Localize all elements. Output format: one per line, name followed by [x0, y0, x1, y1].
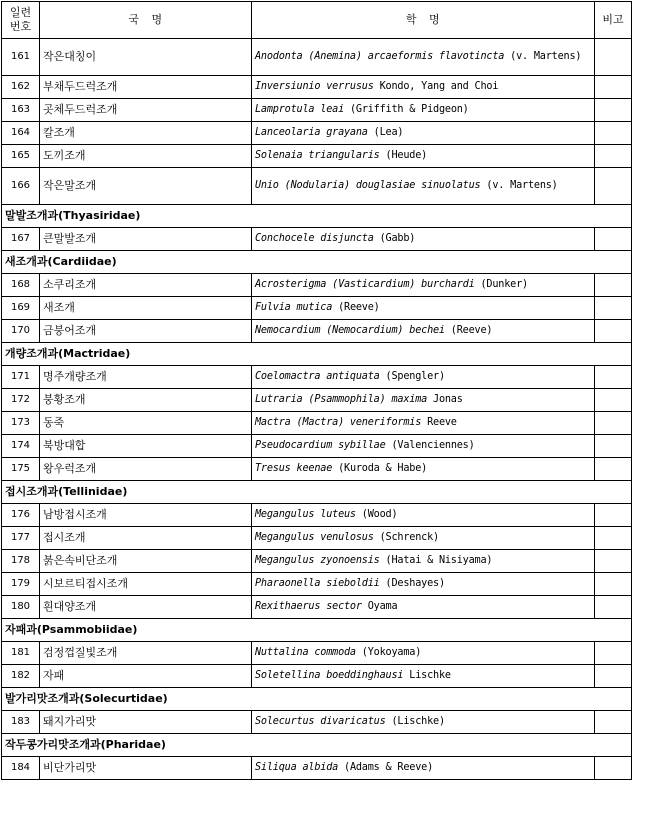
scientific-name-author: (Lea)	[367, 127, 404, 138]
scientific-name-italic: Lanceolaria grayana	[255, 127, 368, 138]
note-cell	[595, 527, 632, 550]
note-cell	[595, 435, 632, 458]
table-row	[2, 122, 632, 145]
korean-name-cell: 작은말조개	[40, 168, 252, 205]
family-row	[2, 619, 632, 642]
serial-number-cell: 184	[2, 757, 40, 780]
table-row	[2, 550, 632, 573]
scientific-name-italic: Megangulus venulosus	[255, 532, 374, 543]
korean-name-cell: 북방대합	[40, 435, 252, 458]
scientific-name-author: Oyama	[361, 601, 398, 612]
scientific-name-italic: Rexithaerus sector	[255, 601, 362, 612]
scientific-name-cell	[252, 458, 595, 481]
note-cell	[595, 642, 632, 665]
serial-number-cell: 172	[2, 389, 40, 412]
table-row	[2, 76, 632, 99]
scientific-name-cell	[252, 573, 595, 596]
korean-name-cell: 왕우럭조개	[40, 458, 252, 481]
korean-name-cell: 붕황조개	[40, 389, 252, 412]
korean-name-cell: 붉은속비단조개	[40, 550, 252, 573]
table-row	[2, 389, 632, 412]
header-serial-line1: 일련	[9, 6, 32, 19]
family-row	[2, 205, 632, 228]
table-row	[2, 573, 632, 596]
scientific-name-cell	[252, 504, 595, 527]
serial-number-cell: 176	[2, 504, 40, 527]
korean-name-cell: 남방접시조개	[40, 504, 252, 527]
scientific-name-cell	[252, 39, 595, 76]
table-row	[2, 366, 632, 389]
scientific-name-author: (v. Martens)	[504, 51, 582, 62]
scientific-name-italic: Solecurtus divaricatus	[255, 716, 386, 727]
table-row	[2, 412, 632, 435]
table-row	[2, 642, 632, 665]
scientific-name-author: (Deshayes)	[379, 578, 445, 589]
scientific-name-author: (v. Martens)	[480, 180, 558, 191]
scientific-name-italic: Fulvia mutica	[255, 302, 333, 313]
scientific-name-italic: Nemocardium (Nemocardium) bechei	[255, 325, 445, 336]
note-cell	[595, 412, 632, 435]
table-row	[2, 435, 632, 458]
table-body	[2, 39, 632, 780]
korean-name-cell: 시보르티접시조개	[40, 573, 252, 596]
scientific-name-author: (Reeve)	[444, 325, 493, 336]
table-row	[2, 320, 632, 343]
serial-number-cell: 182	[2, 665, 40, 688]
scientific-name-italic: Lamprotula leai	[255, 104, 345, 115]
note-cell	[595, 366, 632, 389]
scientific-name-cell	[252, 366, 595, 389]
scientific-name-cell	[252, 665, 595, 688]
scientific-name-cell	[252, 168, 595, 205]
header-scientific-name: 학 명	[252, 2, 595, 39]
korean-name-cell: 흰대양조개	[40, 596, 252, 619]
scientific-name-italic: Inversiunio verrusus	[255, 81, 374, 92]
table-row	[2, 297, 632, 320]
korean-name-cell: 부채두드럭조개	[40, 76, 252, 99]
scientific-name-cell	[252, 596, 595, 619]
scientific-name-author: (Hatai & Nisiyama)	[379, 555, 493, 566]
korean-name-cell: 칼조개	[40, 122, 252, 145]
family-name: 발가리맛조개과(Solecurtidae)	[2, 688, 632, 711]
note-cell	[595, 99, 632, 122]
serial-number-cell: 179	[2, 573, 40, 596]
header-row	[2, 2, 632, 39]
serial-number-cell: 173	[2, 412, 40, 435]
table-row	[2, 504, 632, 527]
scientific-name-author: (Spengler)	[379, 371, 445, 382]
serial-number-cell: 169	[2, 297, 40, 320]
note-cell	[595, 550, 632, 573]
scientific-name-author: (Griffith & Pidgeon)	[344, 104, 469, 115]
family-row	[2, 251, 632, 274]
family-name: 개량조개과(Mactridae)	[2, 343, 632, 366]
table-row	[2, 757, 632, 780]
korean-name-cell: 자패	[40, 665, 252, 688]
serial-number-cell: 180	[2, 596, 40, 619]
scientific-name-cell	[252, 99, 595, 122]
serial-number-cell: 168	[2, 274, 40, 297]
note-cell	[595, 297, 632, 320]
scientific-name-cell	[252, 642, 595, 665]
family-name: 작두콩가리맛조개과(Pharidae)	[2, 734, 632, 757]
scientific-name-italic: Acrosterigma (Vasticardium) burchardi	[255, 279, 475, 290]
scientific-name-author: (Wood)	[355, 509, 398, 520]
note-cell	[595, 389, 632, 412]
scientific-name-cell	[252, 274, 595, 297]
korean-name-cell: 비단가리맛	[40, 757, 252, 780]
family-row	[2, 688, 632, 711]
serial-number-cell: 171	[2, 366, 40, 389]
scientific-name-cell	[252, 122, 595, 145]
family-name: 접시조개과(Tellinidae)	[2, 481, 632, 504]
table-row	[2, 168, 632, 205]
scientific-name-cell	[252, 389, 595, 412]
scientific-name-cell	[252, 757, 595, 780]
scientific-name-italic: Megangulus zyonoensis	[255, 555, 380, 566]
table-header	[2, 2, 632, 39]
scientific-name-italic: Megangulus luteus	[255, 509, 356, 520]
table-row	[2, 458, 632, 481]
note-cell	[595, 504, 632, 527]
scientific-name-italic: Mactra (Mactra) veneriformis	[255, 417, 422, 428]
korean-name-cell: 명주개량조개	[40, 366, 252, 389]
serial-number-cell: 174	[2, 435, 40, 458]
note-cell	[595, 122, 632, 145]
family-name: 자패과(Psammobiidae)	[2, 619, 632, 642]
note-cell	[595, 39, 632, 76]
note-cell	[595, 596, 632, 619]
korean-name-cell: 소쿠리조개	[40, 274, 252, 297]
scientific-name-cell	[252, 145, 595, 168]
serial-number-cell: 175	[2, 458, 40, 481]
table-row	[2, 527, 632, 550]
scientific-name-author: Jonas	[427, 394, 463, 405]
header-serial-line2: 번호	[9, 20, 32, 33]
korean-name-cell: 작은대칭이	[40, 39, 252, 76]
scientific-name-cell	[252, 550, 595, 573]
korean-name-cell: 곳체두드럭조개	[40, 99, 252, 122]
korean-name-cell: 금붕어조개	[40, 320, 252, 343]
scientific-name-cell	[252, 412, 595, 435]
scientific-name-cell	[252, 435, 595, 458]
scientific-name-cell	[252, 297, 595, 320]
scientific-name-cell	[252, 320, 595, 343]
note-cell	[595, 458, 632, 481]
serial-number-cell: 162	[2, 76, 40, 99]
table-row	[2, 596, 632, 619]
table-row	[2, 274, 632, 297]
note-cell	[595, 757, 632, 780]
korean-name-cell: 접시조개	[40, 527, 252, 550]
scientific-name-author: (Lischke)	[385, 716, 445, 727]
scientific-name-cell	[252, 228, 595, 251]
scientific-name-cell	[252, 76, 595, 99]
family-name: 새조개과(Cardiidae)	[2, 251, 632, 274]
serial-number-cell: 161	[2, 39, 40, 76]
family-row	[2, 734, 632, 757]
note-cell	[595, 145, 632, 168]
scientific-name-author: (Adams & Reeve)	[338, 762, 434, 773]
table-row	[2, 99, 632, 122]
note-cell	[595, 320, 632, 343]
serial-number-cell: 165	[2, 145, 40, 168]
species-table	[1, 1, 632, 780]
serial-number-cell: 166	[2, 168, 40, 205]
table-row	[2, 39, 632, 76]
table-row	[2, 228, 632, 251]
scientific-name-author: (Gabb)	[373, 233, 416, 244]
serial-number-cell: 170	[2, 320, 40, 343]
note-cell	[595, 711, 632, 734]
serial-number-cell: 177	[2, 527, 40, 550]
korean-name-cell: 큰말발조개	[40, 228, 252, 251]
scientific-name-italic: Conchocele disjuncta	[255, 233, 374, 244]
header-serial-number	[2, 2, 40, 39]
family-name: 말발조개과(Thyasiridae)	[2, 205, 632, 228]
serial-number-cell: 178	[2, 550, 40, 573]
serial-number-cell: 181	[2, 642, 40, 665]
scientific-name-author: Reeve	[421, 417, 457, 428]
family-row	[2, 481, 632, 504]
serial-number-cell: 163	[2, 99, 40, 122]
serial-number-cell: 164	[2, 122, 40, 145]
serial-number-cell: 167	[2, 228, 40, 251]
note-cell	[595, 573, 632, 596]
scientific-name-italic: Unio (Nodularia) douglasiae sinuolatus	[255, 180, 481, 191]
korean-name-cell: 검정껍질빛조개	[40, 642, 252, 665]
scientific-name-author: (Dunker)	[474, 279, 528, 290]
table-row	[2, 665, 632, 688]
scientific-name-italic: Pharaonella sieboldii	[255, 578, 380, 589]
scientific-name-italic: Lutraria (Psammophila) maxima	[255, 394, 428, 405]
scientific-name-cell	[252, 711, 595, 734]
korean-name-cell: 돼지가리맛	[40, 711, 252, 734]
scientific-name-italic: Coelomactra antiquata	[255, 371, 380, 382]
scientific-name-italic: Soletellina boeddinghausi	[255, 670, 404, 681]
korean-name-cell: 새조개	[40, 297, 252, 320]
note-cell	[595, 274, 632, 297]
scientific-name-cell	[252, 527, 595, 550]
note-cell	[595, 665, 632, 688]
table-row	[2, 711, 632, 734]
serial-number-cell: 183	[2, 711, 40, 734]
scientific-name-italic: Anodonta (Anemina) arcaeformis flavotincta	[255, 51, 505, 62]
note-cell	[595, 228, 632, 251]
scientific-name-author: (Schrenck)	[373, 532, 439, 543]
scientific-name-author: Kondo, Yang and Choi	[373, 81, 499, 92]
scientific-name-author: (Heude)	[379, 150, 428, 161]
scientific-name-author: (Kuroda & Habe)	[332, 463, 428, 474]
scientific-name-italic: Nuttalina commoda	[255, 647, 356, 658]
table-row	[2, 145, 632, 168]
header-note: 비고	[595, 2, 632, 39]
family-row	[2, 343, 632, 366]
korean-name-cell: 도끼조개	[40, 145, 252, 168]
scientific-name-italic: Pseudocardium sybillae	[255, 440, 386, 451]
note-cell	[595, 168, 632, 205]
scientific-name-author: (Reeve)	[332, 302, 380, 313]
note-cell	[595, 76, 632, 99]
scientific-name-italic: Siliqua albida	[255, 762, 339, 773]
scientific-name-author: (Yokoyama)	[355, 647, 422, 658]
scientific-name-italic: Solenaia triangularis	[255, 150, 380, 161]
korean-name-cell: 동죽	[40, 412, 252, 435]
scientific-name-italic: Tresus keenae	[255, 463, 333, 474]
header-korean-name: 국 명	[40, 2, 252, 39]
scientific-name-author: (Valenciennes)	[385, 440, 475, 451]
scientific-name-author: Lischke	[403, 670, 451, 681]
